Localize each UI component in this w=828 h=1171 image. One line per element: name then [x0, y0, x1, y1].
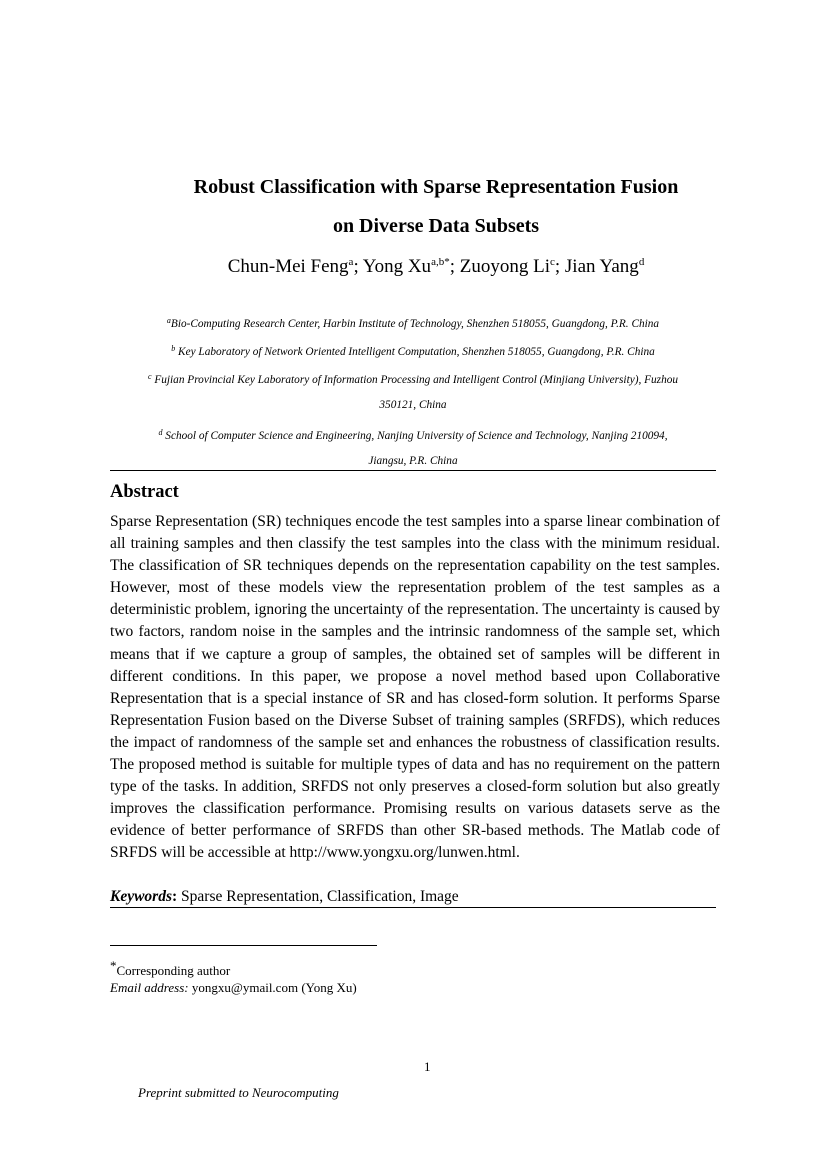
- author-name: Yong Xu: [362, 256, 432, 277]
- affiliation-c-line-2: 350121, China: [379, 399, 447, 411]
- author-affil-mark: a,b*: [431, 256, 450, 268]
- affiliation-text: Fujian Provincial Key Laboratory of Information Processing and Intelligent Control (Minjiang University), Fuzhou: [154, 374, 679, 386]
- keywords-colon: :: [172, 888, 178, 905]
- keywords-text: Sparse Representation, Classification, Image: [177, 888, 459, 905]
- affiliation-text: Bio-Computing Research Center, Harbin Institute of Technology, Shenzhen 518055, Guangdong, P.R. China: [170, 318, 660, 330]
- author-separator: ;: [449, 256, 460, 277]
- keywords-line: [110, 886, 459, 908]
- affiliation-mark: c: [147, 372, 152, 381]
- corresponding-author-label: Corresponding author: [116, 963, 231, 978]
- header-rule: [110, 470, 716, 471]
- author-separator: ;: [554, 256, 565, 277]
- abstract-text: Sparse Representation (SR) techniques encode the test samples into a sparse linear combination of all training samples and then classify the test samples into the class with the minimum residual. The classification of SR techniques depends on the representation capability on the test samples. However, most of these models view the representation problem of the test samples as a deterministic problem, ignoring the uncertainty of the representation. The uncertainty is caused by two factors, random noise in the samples and the intrinsic randomness of the sample set, which means that if we capture a group of samples, the obtained set of samples will be different in different conditions. In this paper, we propose a novel method based upon Collaborative Representation that is a special instance of SR and has closed-form solution. It performs Sparse Representation Fusion based on the Diverse Subset of training samples (SRFDS), which reduces the impact of randomness of the sample set and enhances the robustness of classification results. The proposed method is suitable for multiple types of data and has no requirement on the pattern type of the tasks. In addition, SRFDS not only preserves a closed-form solution but also greatly improves the classification performance. Promising results on various datasets serve as the evidence of better performance of SRFDS than other SR-based methods. The Matlab code of SRFDS will be accessible at http://www.yongxu.org/lunwen.html.: [110, 513, 720, 862]
- affiliation-text: Key Laboratory of Network Oriented Intelligent Computation, Shenzhen 518055, Guangdong, P.R. China: [178, 346, 655, 358]
- author-name: Zuoyong Li: [459, 256, 550, 277]
- abstract-heading: Abstract: [110, 482, 179, 502]
- preprint-notice: Preprint submitted to Neurocomputing: [138, 1085, 339, 1100]
- email-value: yongxu@ymail.com (Yong Xu): [188, 980, 357, 995]
- author-separator: ;: [353, 256, 363, 277]
- affiliation-d-line-2: Jiangsu, P.R. China: [368, 455, 458, 467]
- author-name: Jian Yang: [564, 256, 639, 277]
- affiliation-text: School of Computer Science and Engineering, Nanjing University of Science and Technology, Nanjing 210094,: [165, 430, 668, 442]
- affiliation-mark: d: [158, 428, 163, 437]
- author-affil-mark: a: [348, 256, 354, 268]
- paper-title-line-2: on Diverse Data Subsets: [332, 215, 540, 237]
- affiliation-c: [100, 370, 726, 387]
- affiliation-d: [110, 426, 716, 443]
- affiliation-mark: a: [166, 316, 171, 325]
- page-number: 1: [424, 1059, 431, 1074]
- affiliation-b: [110, 342, 716, 359]
- footnote-email: [110, 980, 357, 996]
- email-label: Email address:: [110, 980, 189, 995]
- affiliation-a: [110, 314, 716, 331]
- author-affil-mark: c: [549, 256, 555, 268]
- author-affil-mark: d: [638, 256, 645, 268]
- affiliation-mark: b: [171, 344, 176, 353]
- keywords-label: Keywords: [110, 888, 172, 905]
- author-list: [0, 256, 828, 278]
- author-name: Chun-Mei Feng: [227, 256, 349, 277]
- footnote-rule: [110, 945, 377, 946]
- footnote-mark: *: [110, 958, 117, 973]
- keywords-rule: [110, 907, 716, 908]
- paper-title-line-1: Robust Classification with Sparse Representation Fusion: [193, 176, 679, 198]
- footnote-corresponding: [110, 958, 230, 979]
